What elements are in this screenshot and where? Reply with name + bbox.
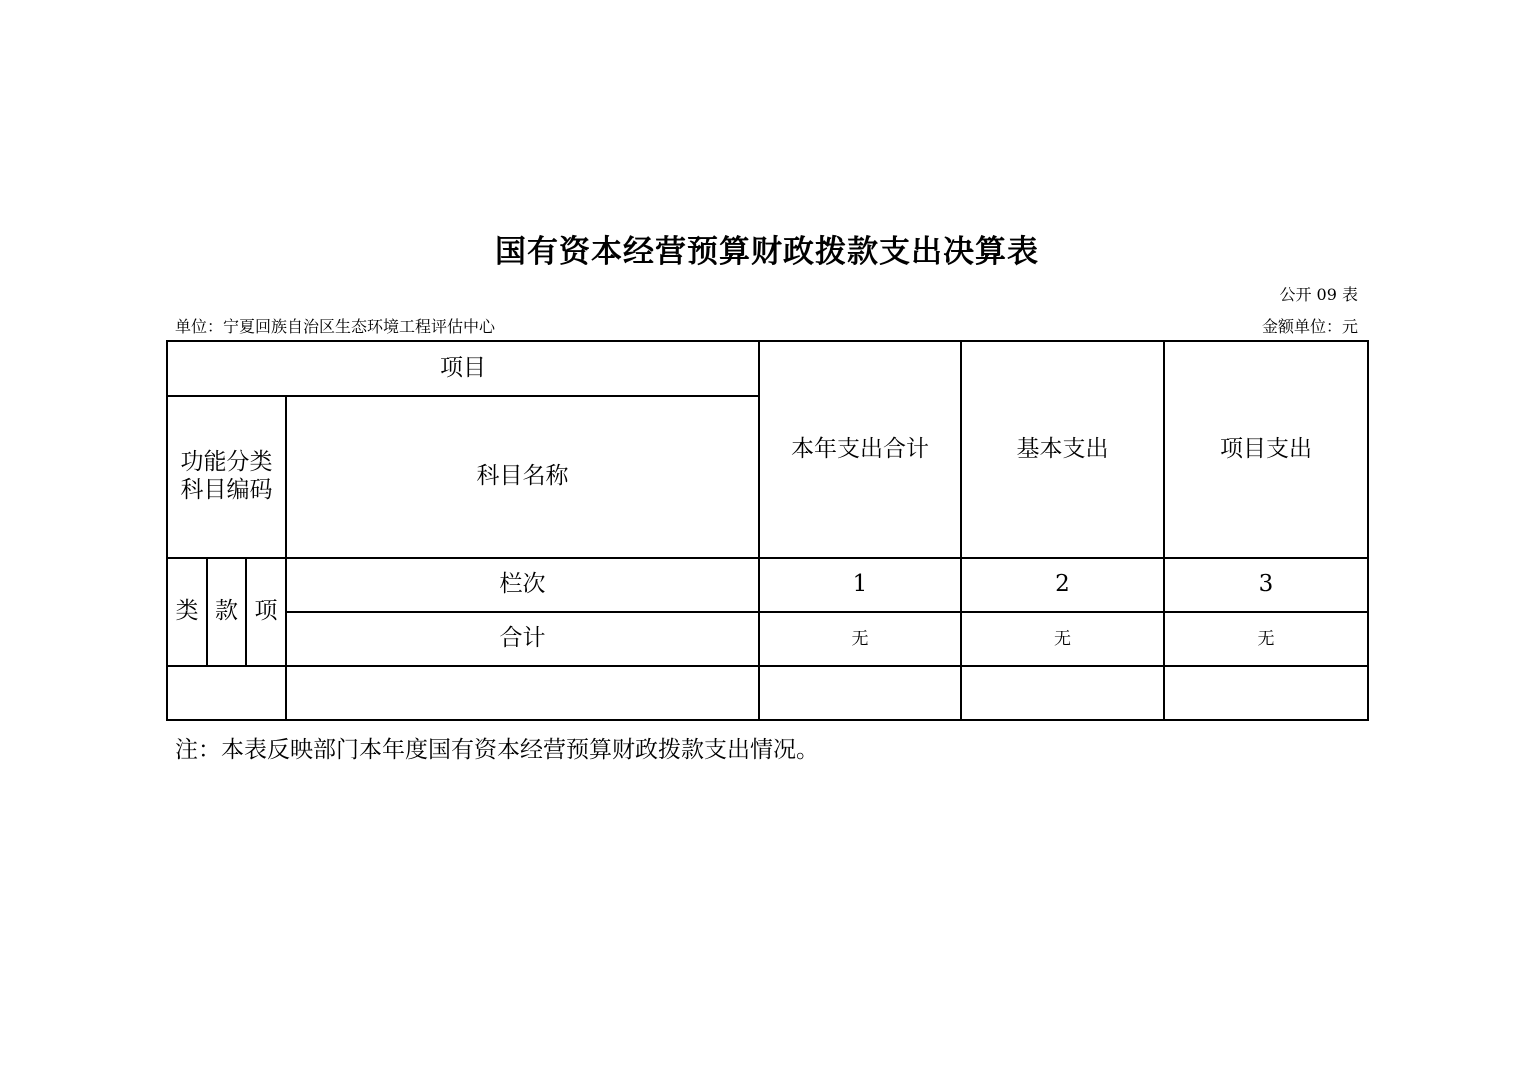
code-kuan: 款 <box>207 558 246 666</box>
sum-total-value: 无 <box>759 612 961 666</box>
footnote: 注：本表反映部门本年度国有资本经营预算财政拨款支出情况。 <box>175 737 819 763</box>
sum-row <box>167 612 1368 666</box>
header-code-line2: 科目编码 <box>180 477 273 503</box>
column-number-total: 1 <box>759 558 961 612</box>
empty-project-cell <box>1164 666 1368 720</box>
code-lei: 类 <box>167 558 207 666</box>
column-number-row <box>167 558 1368 612</box>
organization-unit: 单位：宁夏回族自治区生态环境工程评估中心 <box>175 317 496 336</box>
empty-row <box>167 666 1368 720</box>
header-code-line1: 功能分类 <box>180 449 273 476</box>
sum-project-value: 无 <box>1164 612 1368 666</box>
sum-basic-value: 无 <box>961 612 1164 666</box>
column-number-project: 3 <box>1164 558 1368 612</box>
sum-label: 合计 <box>286 612 759 666</box>
header-basic: 基本支出 <box>961 341 1164 558</box>
header-code <box>167 396 286 558</box>
report-title: 国有资本经营预算财政拨款支出决算表 <box>495 234 1039 270</box>
code-xiang: 项 <box>246 558 286 666</box>
column-number-basic: 2 <box>961 558 1164 612</box>
budget-table <box>166 340 1369 721</box>
money-unit: 金额单位：元 <box>1261 317 1358 336</box>
header-item: 项目 <box>167 341 759 396</box>
column-number-label: 栏次 <box>286 558 759 612</box>
header-row-1 <box>167 341 1368 396</box>
empty-code-cell <box>167 666 286 720</box>
empty-basic-cell <box>961 666 1164 720</box>
empty-subject-cell <box>286 666 759 720</box>
empty-total-cell <box>759 666 961 720</box>
header-total: 本年支出合计 <box>759 341 961 558</box>
header-subject: 科目名称 <box>286 396 759 558</box>
header-project: 项目支出 <box>1164 341 1368 558</box>
form-number: 公开 09 表 <box>1279 285 1358 304</box>
